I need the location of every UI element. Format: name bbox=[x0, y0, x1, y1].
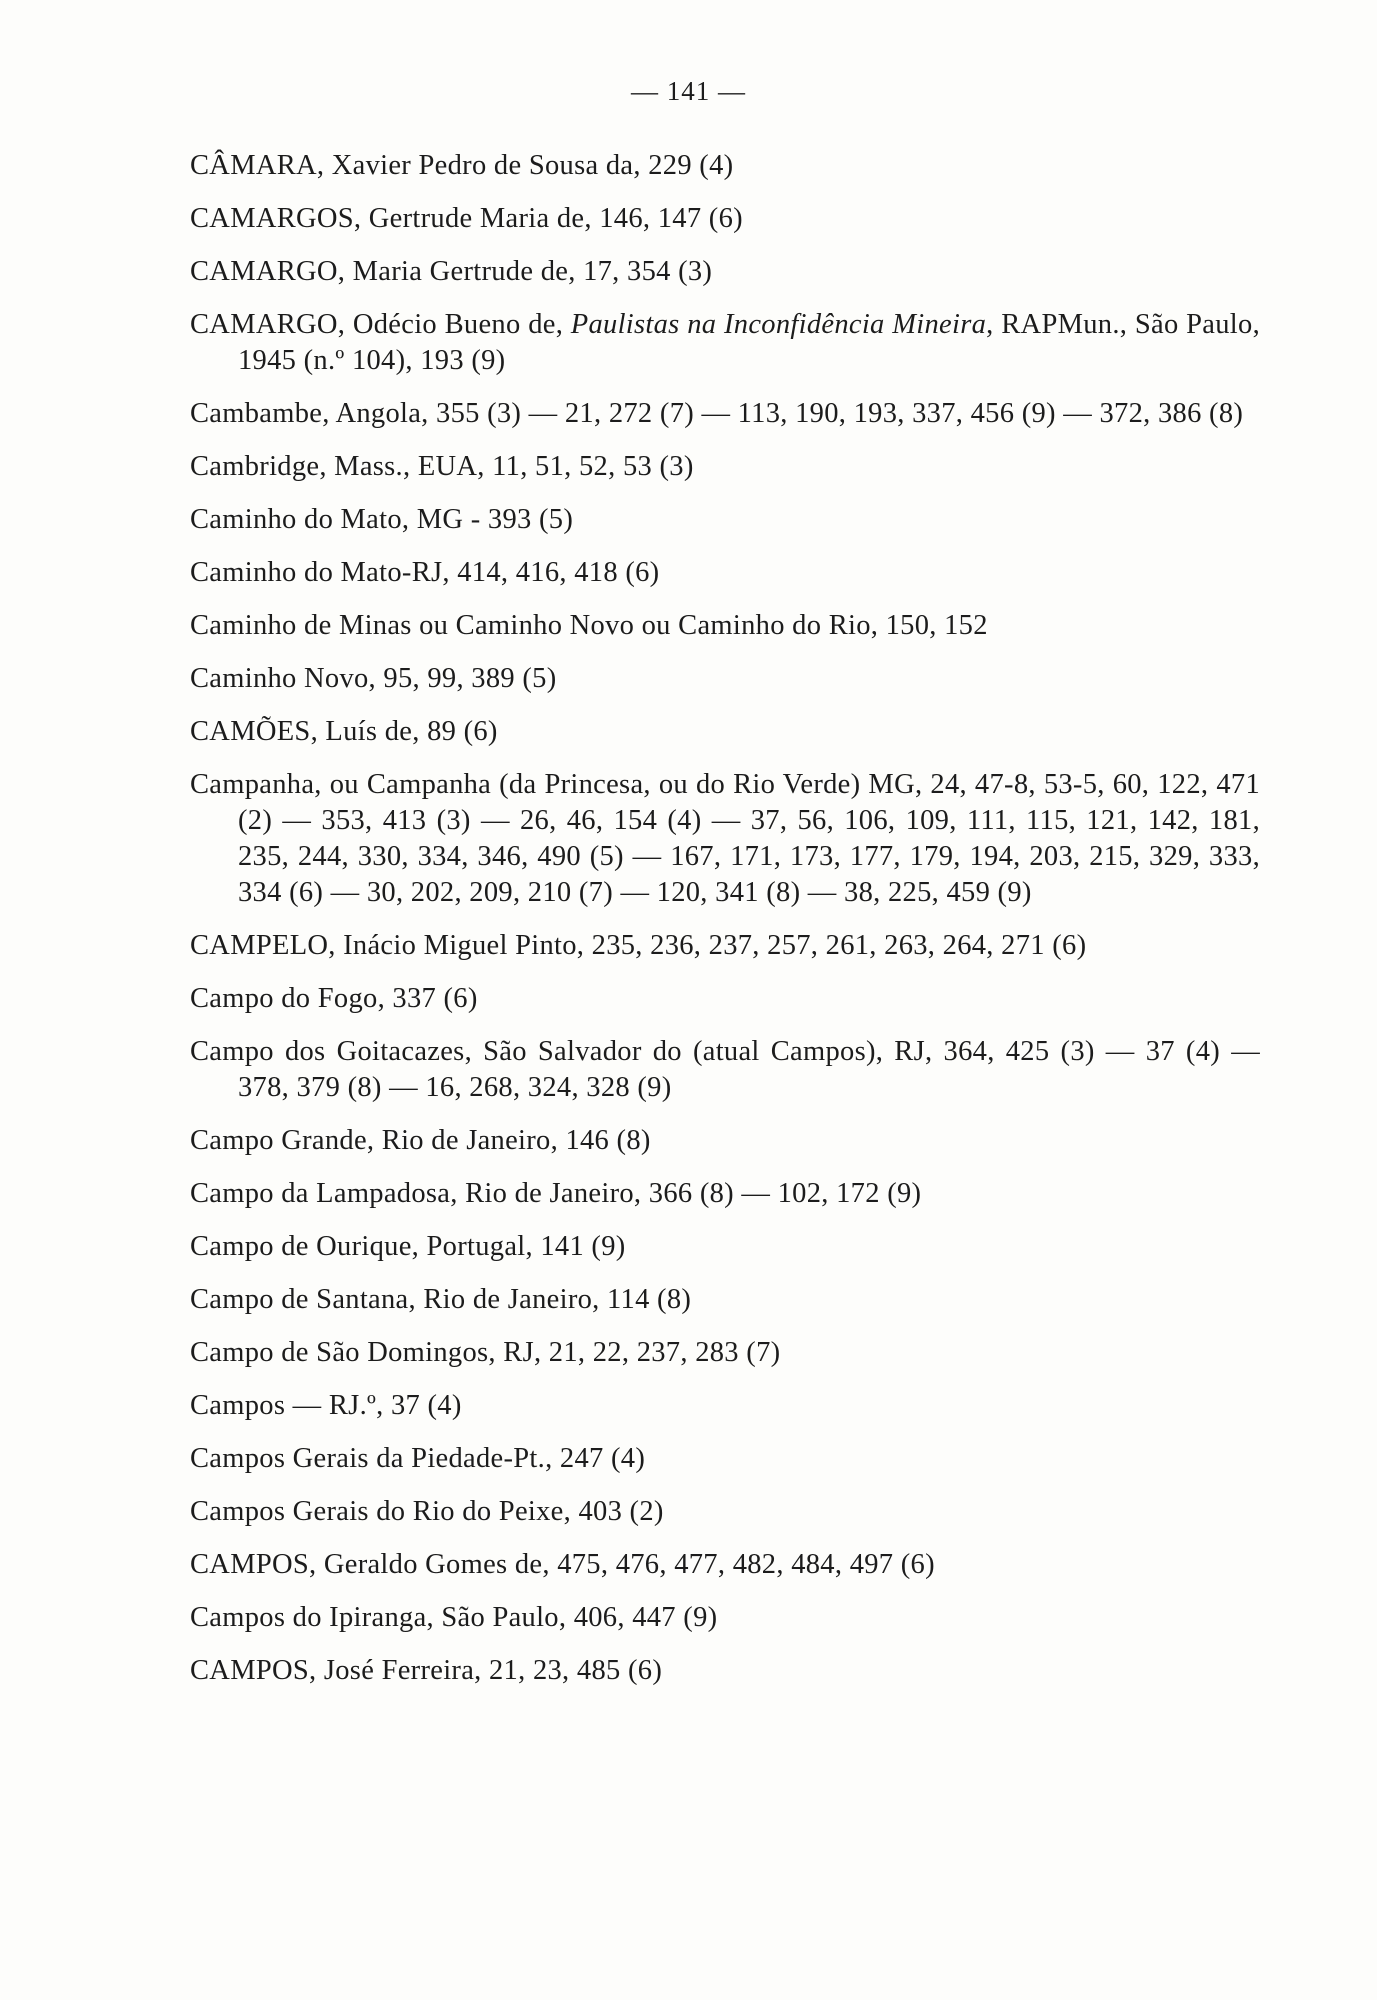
index-entry bbox=[190, 396, 1260, 432]
index-entry-text: Campo do Fogo, 337 (6) bbox=[190, 983, 478, 1014]
index-entry-text: Caminho de Minas ou Caminho Novo ou Caminho do Rio, 150, 152 bbox=[190, 610, 988, 641]
index-entry bbox=[190, 449, 1260, 485]
index-entry bbox=[190, 1335, 1260, 1371]
index-entry-text: Campo da Lampadosa, Rio de Janeiro, 366 (8) — 102, 172 (9) bbox=[190, 1178, 922, 1209]
page-number: — 141 — bbox=[631, 76, 746, 106]
index-entry bbox=[190, 1653, 1260, 1689]
index-entry bbox=[190, 608, 1260, 644]
index-entry bbox=[190, 1388, 1260, 1424]
index-entry-text: CAMPOS, José Ferreira, 21, 23, 485 (6) bbox=[190, 1655, 663, 1686]
index-entry-text: Campo de São Domingos, RJ, 21, 22, 237, 283 (7) bbox=[190, 1337, 781, 1368]
index-entry bbox=[190, 1547, 1260, 1583]
index-entry bbox=[190, 307, 1260, 379]
index-entry-text: CAMARGO, Maria Gertrude de, 17, 354 (3) bbox=[190, 256, 713, 287]
index-entry bbox=[190, 928, 1260, 964]
index-entry-text: CAMPELO, Inácio Miguel Pinto, 235, 236, 237, 257, 261, 263, 264, 271 (6) bbox=[190, 930, 1087, 961]
index-entry-text: Campo dos Goitacazes, São Salvador do (atual Campos), RJ, 364, 425 (3) — 37 (4) — 378, 379 (8) — 16, 268, 324, 328 (9) bbox=[190, 1036, 1260, 1103]
work-title: Paulistas na Inconfidência Mineira bbox=[570, 309, 987, 340]
index-entry-text: Campo de Ourique, Portugal, 141 (9) bbox=[190, 1231, 626, 1262]
index-entry bbox=[190, 502, 1260, 538]
index-entry bbox=[190, 1176, 1260, 1212]
index-entry bbox=[190, 661, 1260, 697]
index-entry-text: Caminho Novo, 95, 99, 389 (5) bbox=[190, 663, 557, 694]
index-entry bbox=[190, 1229, 1260, 1265]
index-entry-text: Cambridge, Mass., EUA, 11, 51, 52, 53 (3) bbox=[190, 451, 694, 482]
index-entry-text: Campos do Ipiranga, São Paulo, 406, 447 (9) bbox=[190, 1602, 718, 1633]
index-entry bbox=[190, 1282, 1260, 1318]
index-entry bbox=[190, 1034, 1260, 1106]
index-entry-text: Caminho do Mato, MG - 393 (5) bbox=[190, 504, 574, 535]
index-entry bbox=[190, 148, 1260, 184]
index-entry-text: Campo de Santana, Rio de Janeiro, 114 (8) bbox=[190, 1284, 692, 1315]
index-entry-text: CAMARGOS, Gertrude Maria de, 146, 147 (6) bbox=[190, 203, 743, 234]
index-entry bbox=[190, 714, 1260, 750]
index-entry bbox=[190, 555, 1260, 591]
index-entry bbox=[190, 981, 1260, 1017]
index-entry bbox=[190, 1600, 1260, 1636]
index-entry-text: Campo Grande, Rio de Janeiro, 146 (8) bbox=[190, 1125, 651, 1156]
index-entry-text: CAMARGO, Odécio Bueno de, Paulistas na Inconfidência Mineira, RAPMun., São Paulo, 1945 (n.º 104), 193 (9) bbox=[190, 309, 1260, 376]
index-entry bbox=[190, 254, 1260, 290]
index-entry-text: Caminho do Mato-RJ, 414, 416, 418 (6) bbox=[190, 557, 660, 588]
index-entry-text: CAMPOS, Geraldo Gomes de, 475, 476, 477, 482, 484, 497 (6) bbox=[190, 1549, 935, 1580]
index-entry-text: Campos — RJ.º, 37 (4) bbox=[190, 1390, 462, 1421]
index-entry bbox=[190, 767, 1260, 911]
index-entries bbox=[190, 148, 1260, 1706]
index-entry-text: CÂMARA, Xavier Pedro de Sousa da, 229 (4) bbox=[190, 150, 734, 181]
index-entry-text: Cambambe, Angola, 355 (3) — 21, 272 (7) — 113, 190, 193, 337, 456 (9) — 372, 386 (8) bbox=[190, 398, 1244, 429]
index-entry bbox=[190, 1123, 1260, 1159]
index-entry-text: Campos Gerais da Piedade-Pt., 247 (4) bbox=[190, 1443, 646, 1474]
index-entry bbox=[190, 201, 1260, 237]
index-entry bbox=[190, 1494, 1260, 1530]
index-entry bbox=[190, 1441, 1260, 1477]
index-entry-text: CAMÕES, Luís de, 89 (6) bbox=[190, 716, 498, 747]
index-entry-text: Campos Gerais do Rio do Peixe, 403 (2) bbox=[190, 1496, 664, 1527]
index-entry-text: Campanha, ou Campanha (da Princesa, ou do Rio Verde) MG, 24, 47-8, 53-5, 60, 122, 471 (2) — 353, 413 (3) — 26, 46, 154 (4) — 37, 56, 106, 109, 111, 115, 121, 142, 181, 235, 244, 330, 334, 346, 490 (5) — 167, 171, 173, 177, 179, 194, 203, 215, 329, 333, 334 (6) — 30, 202, 209, 210 (7) — 120, 341 (8) — 38, 225, 459 (9) bbox=[190, 769, 1260, 908]
